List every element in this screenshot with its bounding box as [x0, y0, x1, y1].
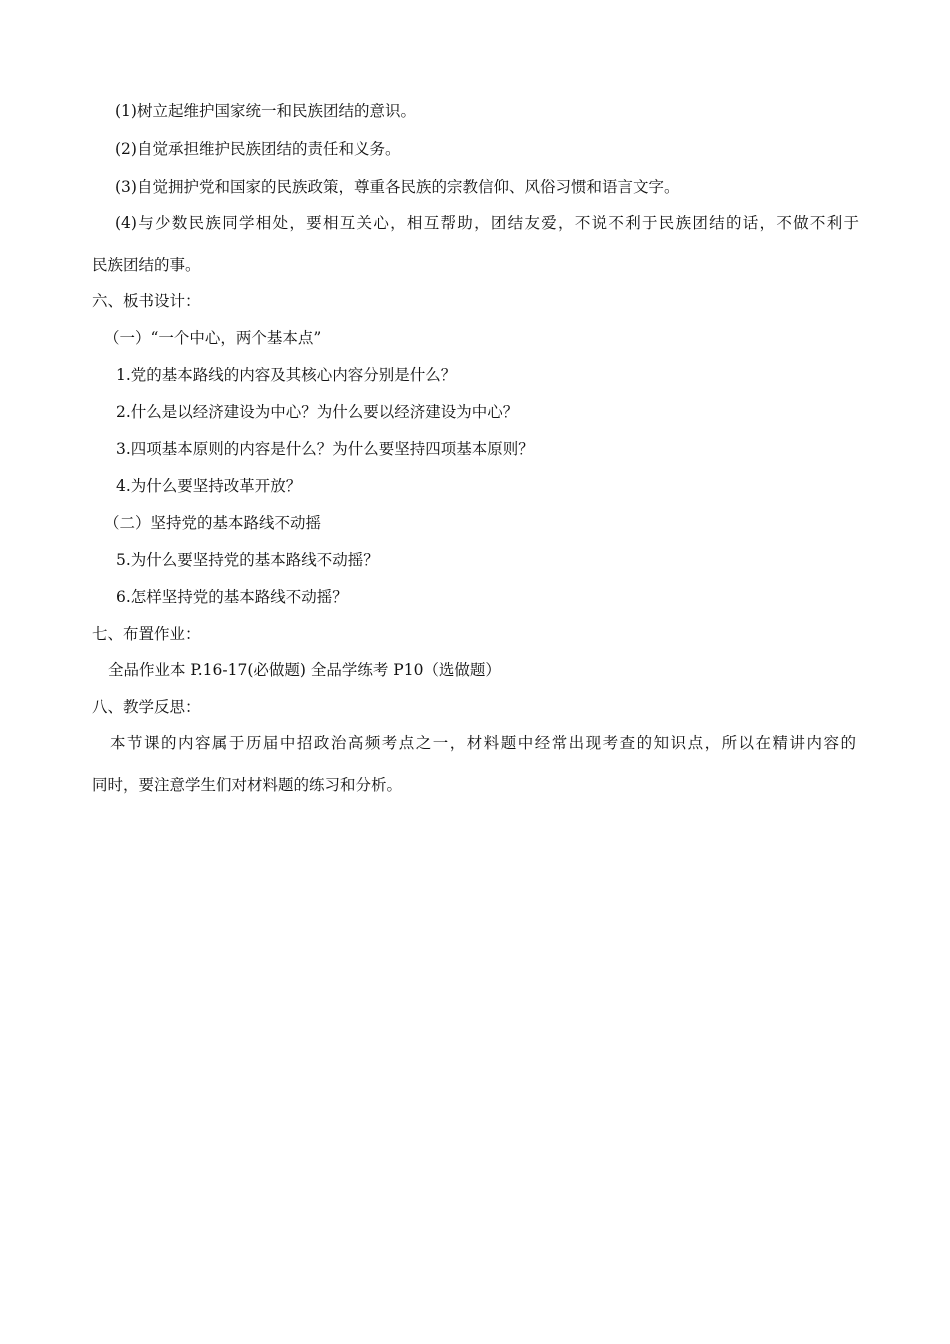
board-question-1: 1.党的基本路线的内容及其核心内容分别是什么？ — [116, 366, 457, 384]
board-question-2: 2.什么是以经济建设为中心？为什么要以经济建设为中心？ — [116, 403, 519, 421]
reflection-line-1: 本节课的内容属于历届中招政治高频考点之一，材料题中经常出现考查的知识点，所以在精讲内容的 — [110, 734, 856, 752]
homework-heading: 七、布置作业： — [92, 625, 201, 643]
board-question-6: 6.怎样坚持党的基本路线不动摇？ — [116, 588, 348, 606]
measure-2: (2)自觉承担维护民族团结的责任和义务。 — [115, 140, 401, 158]
measure-4-line-1: (4)与少数民族同学相处，要相互关心，相互帮助，团结友爱，不说不利于民族团结的话，不做不利于 — [115, 214, 859, 232]
board-question-5: 5.为什么要坚持党的基本路线不动摇？ — [116, 551, 379, 569]
board-design-heading: 六、板书设计： — [92, 292, 201, 310]
board-design-part-1-title: （一）“一个中心，两个基本点” — [104, 329, 322, 347]
measure-1: (1)树立起维护国家统一和民族团结的意识。 — [115, 102, 416, 120]
board-question-4: 4.为什么要坚持改革开放？ — [116, 477, 302, 495]
reflection-line-2: 同时，要注意学生们对材料题的练习和分析。 — [92, 776, 403, 794]
board-question-3: 3.四项基本原则的内容是什么？为什么要坚持四项基本原则？ — [116, 440, 534, 458]
reflection-heading: 八、教学反思： — [92, 698, 201, 716]
measure-4-line-2: 民族团结的事。 — [92, 256, 201, 274]
board-design-part-2-title: （二）坚持党的基本路线不动摇 — [104, 514, 322, 532]
measure-3: (3)自觉拥护党和国家的民族政策，尊重各民族的宗教信仰、风俗习惯和语言文字。 — [115, 178, 680, 196]
homework-content: 全品作业本 P.16-17(必做题) 全品学练考 P10（选做题） — [108, 661, 501, 679]
